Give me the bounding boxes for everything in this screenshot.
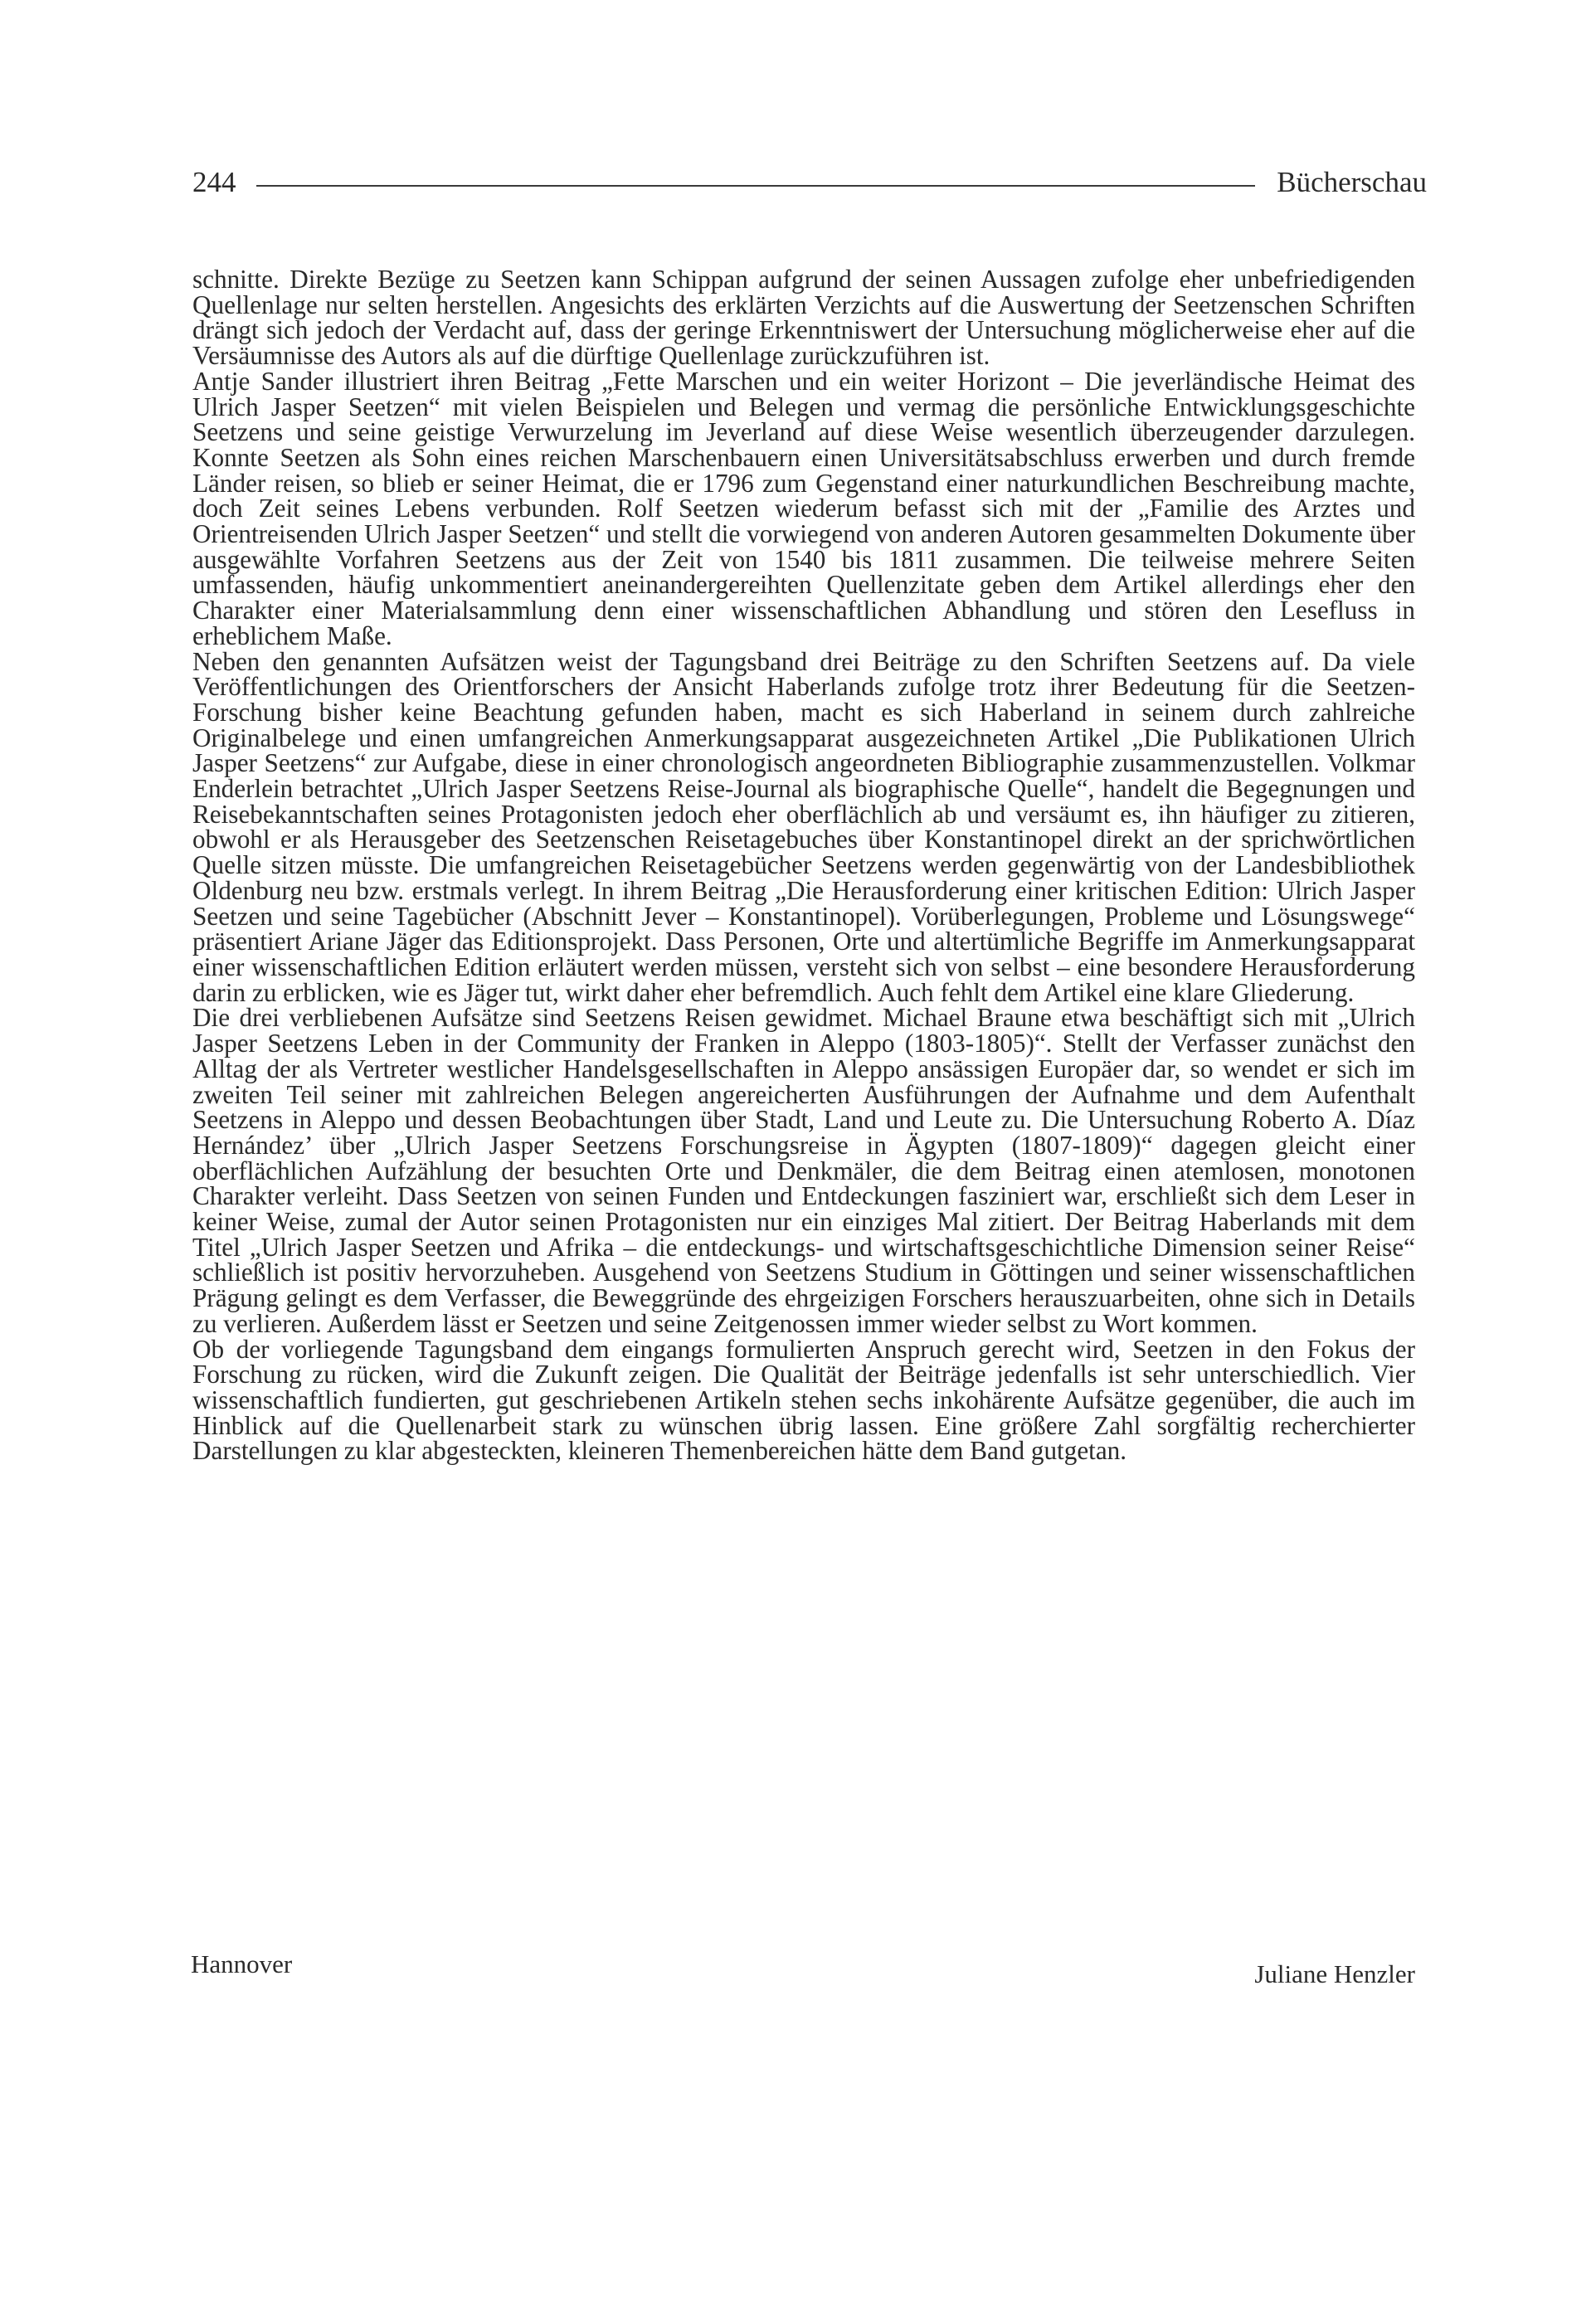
paragraph-3: Neben den genannten Aufsätzen weist der Tagungsband drei Beiträge zu den Schriften Seetzens auf. Da viele Veröffentlichungen des Orientforschers der Ansicht Haberlands zufolge trotz ihrer Bedeutung für die Seetzen-Forschung bisher keine Beachtung gefunden haben, macht es sich Haberland in seinem durch zahlreiche Originalbelege und einen umfangreichen Anmerkungsapparat ausgezeichneten Artikel „Die Publikationen Ulrich Jasper Seetzens“ zur Aufgabe, diese in einer chronologisch angeordneten Bibliographie zusammenzustellen. Volkmar Enderlein betrachtet „Ulrich Jasper Seetzens Reise-Journal als biographische Quelle“, handelt die Begegnungen und Reisebekanntschaften seines Protagonisten jedoch eher oberflächlich ab und versäumt es, ihn häufiger zu zitieren, obwohl er als Herausgeber des Seetzenschen Reisetagebuches über Konstantinopel direkt an der sprichwörtlichen Quelle sitzen müsste. Die umfangreichen Reisetagebücher Seetzens werden gegenwärtig von der Landesbibliothek Oldenburg neu bzw. erstmals verlegt. In ihrem Beitrag „Die Herausforderung einer kritischen Edition: Ulrich Jasper Seetzen und seine Tagebücher (Abschnitt Jever – Konstantinopel). Vorüberlegungen, Probleme und Lösungswege“ präsentiert Ariane Jäger das Editionsprojekt. Dass Personen, Orte und altertümliche Begriffe im Anmerkungsapparat einer wissenschaftlichen Edition erläutert werden müssen, versteht sich von selbst – eine besondere Herausforderung darin zu erblicken, wie es Jäger tut, wirkt daher eher befremdlich. Auch fehlt dem Artikel eine klare Gliederung.	[192, 646, 1415, 1007]
paragraph-2: Antje Sander illustriert ihren Beitrag „Fette Marschen und ein weiter Horizont – Die jeverländische Heimat des Ulrich Jasper Seetzen“ mit vielen Beispielen und Belegen und vermag die persönliche Entwicklungsgeschichte Seetzens und seine geistige Verwurzelung im Jeverland auf diese Weise wesentlich überzeugender darzulegen. Konnte Seetzen als Sohn eines reichen Marschenbauern einen Universitätsabschluss erwerben und durch fremde Länder reisen, so blieb er seiner Heimat, die er 1796 zum Gegenstand einer naturkundlichen Beschreibung machte, doch Zeit seines Lebens verbunden. Rolf Seetzen wiederum befasst sich mit der „Familie des Arztes und Orientreisenden Ulrich Jasper Seetzen“ und stellt die vorwiegend von anderen Autoren gesammelten Dokumente über ausgewählte Vorfahren Seetzens aus der Zeit von 1540 bis 1811 zusammen. Die teilweise mehrere Seiten umfassenden, häufig unkommentiert aneinandergereihten Quellenzitate geben dem Artikel allerdings eher den Charakter einer Materialsammlung denn einer wissenschaftlichen Abhandlung und stören den Lesefluss in erheblichem Maße.	[192, 366, 1415, 650]
place-of-writing: Hannover	[191, 1949, 293, 1978]
review-body	[192, 267, 1415, 1464]
running-title: Bücherschau	[1277, 166, 1427, 198]
paragraph-1: schnitte. Direkte Bezüge zu Seetzen kann Schippan aufgrund der seinen Aussagen zufolge eher unbefriedigenden Quellenlage nur selten herstellen. Angesichts des erklärten Verzichts auf die Auswertung der Seetzenschen Schriften drängt sich jedoch der Verdacht auf, dass der geringe Erkenntniswert der Untersuchung möglicherweise eher auf die Versäumnisse des Autors als auf die dürftige Quellenlage zurückzuführen ist.	[192, 265, 1415, 371]
header-rule	[256, 185, 1256, 187]
paragraph-4: Die drei verbliebenen Aufsätze sind Seetzens Reisen gewidmet. Michael Braune etwa beschäftigt sich mit „Ulrich Jasper Seetzens Leben in der Community der Franken in Aleppo (1803-1805)“. Stellt der Verfasser zunächst den Alltag der als Vertreter westlicher Handelsgesellschaften in Aleppo ansässigen Europäer dar, so wendet er sich im zweiten Teil seiner mit zahlreichen Belegen angereicherten Ausführungen der Aufnahme und dem Aufenthalt Seetzens in Aleppo und dessen Beobachtungen über Stadt, Land und Leute zu. Die Untersuchung Roberto A. Díaz Hernández’ über „Ulrich Jasper Seetzens Forschungsreise in Ägypten (1807-1809)“ dagegen gleicht einer oberflächlichen Aufzählung der besuchten Orte und Denkmäler, die dem Beitrag einen atemlosen, monotonen Charakter verleiht. Dass Seetzen von seinen Funden und Entdeckungen fasziniert war, erschließt sich dem Leser in keiner Weise, zumal der Autor seinen Protagonisten nur ein einziges Mal zitiert. Der Beitrag Haberlands mit dem Titel „Ulrich Jasper Seetzen und Afrika – die entdeckungs- und wirtschaftsgeschichtliche Dimension seiner Reise“ schließlich ist positiv hervorzuheben. Ausgehend von Seetzens Studium in Göttingen und seiner wissenschaftlichen Prägung gelingt es dem Verfasser, die Beweggründe des ehrgeizigen Forschers herauszuarbeiten, ohne sich in Details zu verlieren. Außerdem lässt er Seetzen und seine Zeitgenossen immer wieder selbst zu Wort kommen.	[192, 1003, 1415, 1338]
running-header	[192, 159, 1427, 206]
paragraph-5: Ob der vorliegende Tagungsband dem eingangs formulierten Anspruch gerecht wird, Seetzen in den Fokus der Forschung zu rücken, wird die Zukunft zeigen. Die Qualität der Beiträge jedenfalls ist sehr unterschiedlich. Vier wissenschaftlich fundierten, gut geschriebenen Artikeln stehen sechs inkohärente Aufsätze gegenüber, die auch im Hinblick auf die Quellenarbeit stark zu wünschen übrig lassen. Eine größere Zahl sorgfältig recherchierter Darstellungen zu klar abgesteckten, kleineren Themenbereichen hätte dem Band gutgetan.	[192, 1334, 1415, 1466]
page-number: 244	[192, 166, 236, 198]
author-signature: Juliane Henzler	[1254, 1959, 1415, 1988]
